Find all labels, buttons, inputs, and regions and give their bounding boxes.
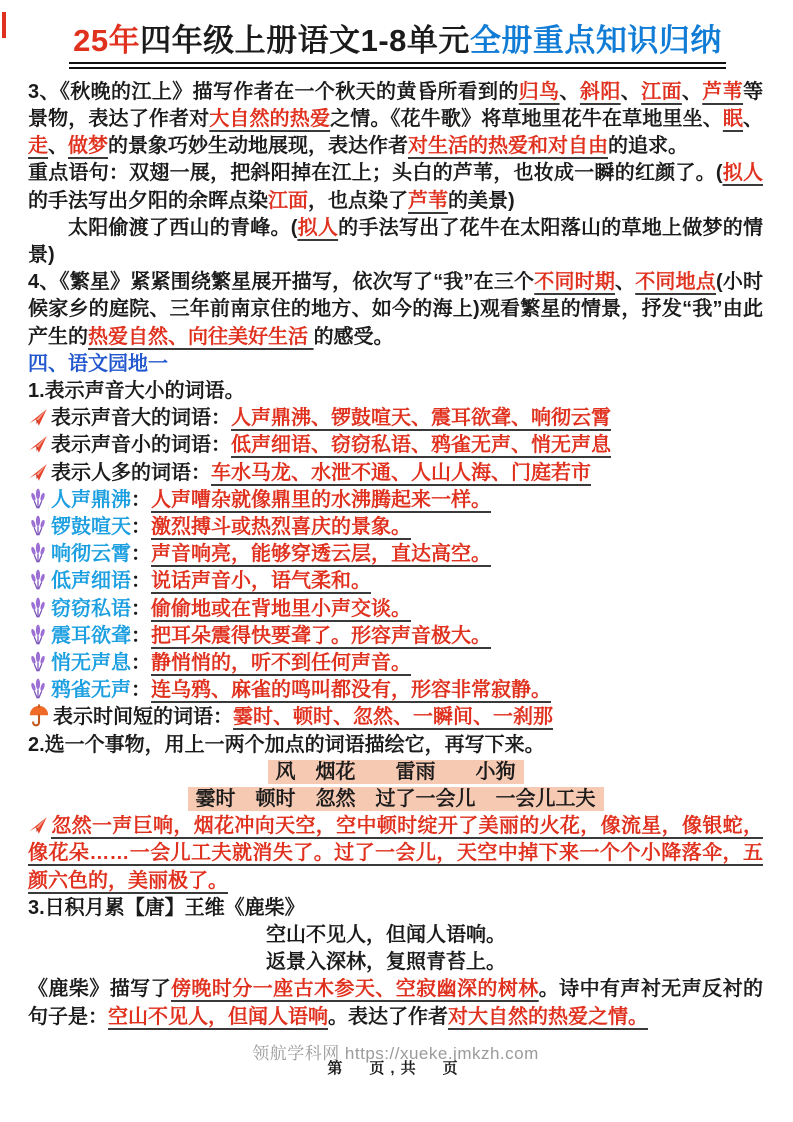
highlight-word-row-1 <box>28 759 763 786</box>
lavender-flower-icon <box>28 624 48 646</box>
paragraph-answer-example <box>28 813 763 895</box>
short-time-text: 表示时间短的词语：霎时、顿时、忽然、一瞬间、一刹那 <box>53 706 553 729</box>
title-highlight: 全册重点知识归纳 <box>469 23 722 58</box>
term-definition-3 <box>28 541 763 568</box>
term-definition-7 <box>28 650 763 677</box>
paper-airplane-icon <box>28 461 48 483</box>
question-1-heading: 1.表示声音大小的词语。 <box>28 379 245 402</box>
question-2-heading: 2.选一个事物，用上一两个加点的词语描绘它，再写下来。 <box>28 733 545 756</box>
highlighted-words: 风 烟花 雷雨 小狗 <box>268 760 524 784</box>
watermark-text: 领航学科网 https://xueke.jmkzh.com <box>252 1043 539 1063</box>
term-definition-5 <box>28 596 763 623</box>
lavender-flower-icon <box>28 597 48 619</box>
section-heading-yuwen-yuandi: 四、语文园地一 <box>28 352 168 375</box>
paragraph-fanxing: 4、《繁星》紧紧围绕繁星展开描写，依次写了“我”在三个不同时期、不同地点(小时候家乡的庭院、三年前南京住的地方、如今的海上)观看繁星的情景，抒发“我”由此产生的热爱自然、向往美好生活 的感受。 <box>28 271 764 348</box>
term-text: 低声细语：说话声音小，语气柔和。 <box>51 570 371 593</box>
poem-title: 【唐】王维《鹿柴》 <box>124 896 305 919</box>
title-main: 四年级上册语文1-8单元 <box>140 23 470 58</box>
lavender-flower-icon <box>28 678 48 700</box>
lavender-flower-icon <box>28 542 48 564</box>
poem-line-2: 返景入深林，复照青苔上。 <box>266 951 506 974</box>
term-text: 窃窃私语：偷偷地或在背地里小声交谈。 <box>51 597 411 620</box>
paragraph-taiyang: 太阳偷渡了西山的青峰。(拟人的手法写出了花牛在太阳落山的草地上做梦的情景) <box>28 216 764 266</box>
line-quiet-words <box>28 432 763 459</box>
term-definition-6 <box>28 623 763 650</box>
page-title-text <box>69 22 726 69</box>
riji-yuelei-row <box>28 895 763 922</box>
page-footer <box>28 1039 763 1078</box>
highlighted-words: 霎时 顿时 忽然 过了一会儿 一会儿工夫 <box>188 787 604 811</box>
paragraph-key-sentence: 重点语句：双翅一展，把斜阳掉在江上；头白的芦苇，也妆成一瞬的红颜了。(拟人的手法写出夕阳的余晖点染江面，也点染了芦苇的美景) <box>28 162 763 212</box>
paper-airplane-icon <box>28 433 48 455</box>
term-definition-4 <box>28 568 763 595</box>
lavender-flower-icon <box>28 569 48 591</box>
page-edge-mark <box>2 12 6 38</box>
crowd-words-text: 表示人多的词语：车水马龙、水泄不通、人山人海、门庭若市 <box>51 461 591 484</box>
page-title <box>62 22 733 69</box>
page-number-info: 第 页,共 页 <box>327 1059 464 1077</box>
lavender-flower-icon <box>28 651 48 673</box>
line-crowd-words <box>28 460 763 487</box>
paper-airplane-icon <box>28 406 48 428</box>
umbrella-icon <box>28 704 50 728</box>
term-definition-2 <box>28 514 763 541</box>
term-text: 悄无声息：静悄悄的，听不到任何声音。 <box>51 652 411 675</box>
line-short-time-words <box>28 704 763 731</box>
paper-airplane-icon <box>28 814 48 836</box>
term-text: 震耳欲聋：把耳朵震得快要聋了。形容声音极大。 <box>51 624 491 647</box>
riji-yuelei-label: 3.日积月累 <box>28 896 125 919</box>
quiet-words-text: 表示声音小的词语：低声细语、窃窃私语、鸦雀无声、悄无声息 <box>51 434 611 457</box>
term-text: 锣鼓喧天：激烈搏斗或热烈喜庆的景象。 <box>51 516 411 538</box>
title-year: 25年 <box>73 23 141 58</box>
line-loud-words <box>28 405 763 432</box>
paragraph-qiuwan-jiangshang: 3、《秋晚的江上》描写作者在一个秋天的黄昏所看到的归鸟、斜阳、江面、芦苇等景物，表达了作者对大自然的热爱之情。《花牛歌》将草地里花牛在草地里坐、眠、走、做梦的景象巧妙生动地展现，表达作者对生活的热爱和对自由的追求。 <box>28 80 764 158</box>
lavender-flower-icon <box>28 488 48 510</box>
answer-text: 忽然一声巨响，烟花冲向天空，空中顿时绽开了美丽的火花，像流星，像银蛇，像花朵……一会儿工夫就消失了。过了一会儿，天空中掉下来一个个小降落伞，五颜六色的，美丽极了。 <box>28 815 763 892</box>
term-definition-1 <box>28 487 763 514</box>
term-text: 人声鼎沸：人声嘈杂就像鼎里的水沸腾起来一样。 <box>51 488 491 511</box>
term-definition-8 <box>28 677 763 704</box>
poem-body <box>266 922 763 976</box>
paragraph-luchai-analysis: 《鹿柴》描写了傍晚时分一座古木参天、空寂幽深的树林。诗中有声衬无声反衬的句子是：空山不见人，但闻人语响。表达了作者对大自然的热爱之情。 <box>28 978 764 1028</box>
term-text: 鸦雀无声：连乌鸦、麻雀的鸣叫都没有，形容非常寂静。 <box>51 679 551 702</box>
term-text: 响彻云霄：声音响亮，能够穿透云层，直达高空。 <box>51 543 491 566</box>
highlight-word-row-2 <box>28 786 763 813</box>
loud-words-text: 表示声音大的词语：人声鼎沸、锣鼓喧天、震耳欲聋、响彻云霄 <box>51 407 611 430</box>
poem-line-1: 空山不见人，但闻人语响。 <box>266 924 506 947</box>
lavender-flower-icon <box>28 515 48 537</box>
